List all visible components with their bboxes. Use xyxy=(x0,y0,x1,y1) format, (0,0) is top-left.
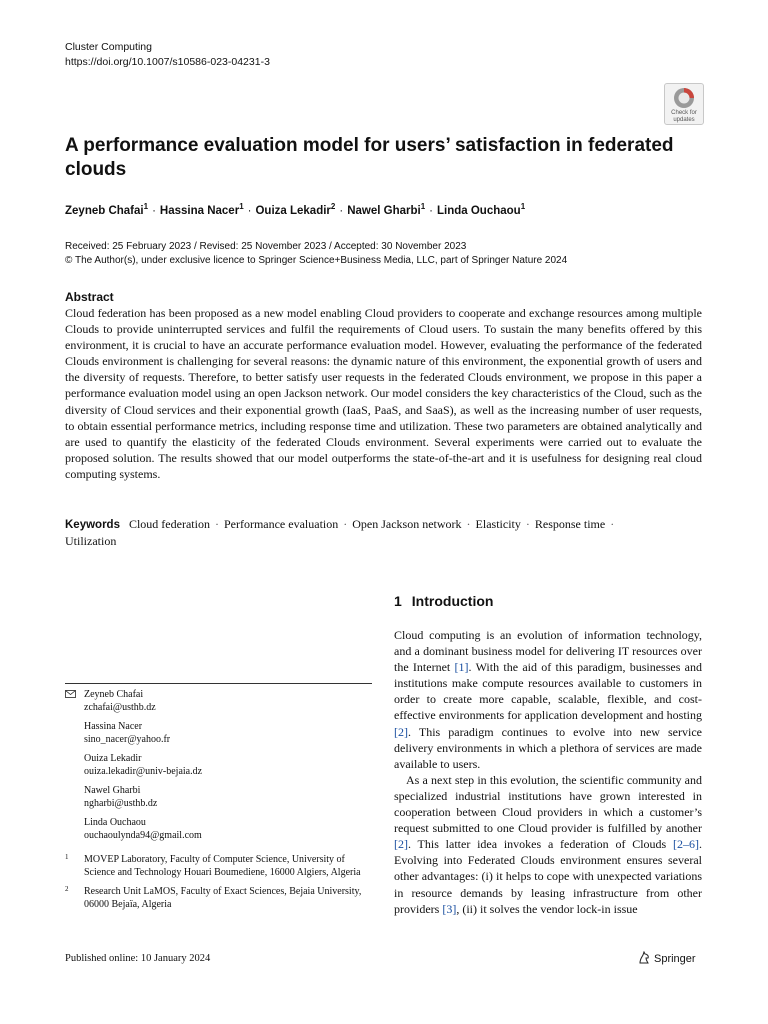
abstract-text: Cloud federation has been proposed as a new model enabling Cloud providers to cooperate and exchange resources among multiple Clouds to provide uninterrupted services and fulfil the requirements of Cloud users. To sustain the many benefits offered by this environment, it is crucial to have an accurate performance evaluation model. However, evaluating the performance of the federated Clouds environment is challenging for several reasons: the dynamic nature of this environment, the exponential growth of users and the diversity of requests. Therefore, to better satisfy user requests in the federated Clouds environment, we propose in this paper a performance evaluation model using an open Jackson network. Our model considers the key characteristics of the Cloud, such as the diversity of Cloud services and their exponential growth (IaaS, PaaS, and SaaS), as well as the increasing number of user requests, to obtain essential performance metrics, including response time and utilization. These two parameters are obtained analytically and are used to quantify the elasticity of the federated Clouds environment. Several experiments were carried out to evaluate the proposed solution. The results showed that our model outperforms the state-of-the-art and it is usefulness for designing real cloud computing systems. xyxy=(65,306,702,481)
keywords-section xyxy=(65,516,702,549)
keyword-separator: · xyxy=(525,517,530,531)
author-name[interactable]: Linda Ouchaou xyxy=(437,204,521,217)
affiliation-entry xyxy=(65,885,372,911)
section-heading-introduction xyxy=(394,593,493,609)
journal-header xyxy=(65,40,270,70)
contact-name: Nawel Gharbi xyxy=(84,785,141,796)
keyword-separator: · xyxy=(343,517,348,531)
author-name[interactable]: Ouiza Lekadir xyxy=(255,204,331,217)
springer-horse-icon xyxy=(637,951,651,965)
author-contact xyxy=(84,720,372,746)
publisher-logo xyxy=(637,951,696,965)
abstract-heading: Abstract xyxy=(65,290,114,304)
author-separator: · xyxy=(339,204,344,217)
crossmark-label-2: updates xyxy=(673,116,695,123)
citation-link[interactable]: [2] xyxy=(394,837,408,852)
author-contact xyxy=(84,752,372,778)
author-separator: · xyxy=(429,204,433,217)
citation-link[interactable]: [1] xyxy=(454,660,469,675)
section-number: 1 xyxy=(394,593,402,609)
introduction-body xyxy=(394,627,702,917)
footnote-divider xyxy=(65,683,372,684)
copyright-line: © The Author(s), under exclusive licence to Springer Science+Business Media, LLC, part of Springer Nature 2024 xyxy=(65,255,568,266)
author-separator: · xyxy=(247,204,252,217)
author-affiliation-mark: 1 xyxy=(143,202,149,211)
publication-dates xyxy=(65,240,567,268)
published-online: Published online: 10 January 2024 xyxy=(65,953,211,964)
doi-link[interactable]: https://doi.org/10.1007/s10586-023-04231-3 xyxy=(65,56,270,68)
author-name[interactable]: Zeyneb Chafai xyxy=(65,204,144,217)
contact-name: Zeyneb Chafai xyxy=(84,689,144,700)
author-contacts xyxy=(65,688,372,848)
journal-name: Cluster Computing xyxy=(65,41,152,53)
author-separator: · xyxy=(152,204,156,217)
keyword-separator: · xyxy=(214,517,219,531)
author-contact xyxy=(84,816,372,842)
contact-email[interactable]: sino_nacer@yahoo.fr xyxy=(84,734,171,745)
contact-name: Hassina Nacer xyxy=(84,721,143,732)
intro-paragraph-1: Cloud computing is an evolution of information technology, and a dominant business model for delivering IT resources over the Internet [1]. With the aid of this paradigm, businesses and institutions make compute resources available to customers in order to create more capable, scalable, flexible, and cost-effective environments for application development and hosting [2]. This paradigm continues to evolve into new service delivery environments in which a plethora of services are made available to users. xyxy=(394,628,702,771)
keyword: Response time xyxy=(534,517,606,531)
check-for-updates-badge[interactable] xyxy=(664,83,704,125)
paper-title: A performance evaluation model for users’ satisfaction in federated clouds xyxy=(65,135,674,180)
intro-paragraph-2: As a next step in this evolution, the scientific community and specialized industrial institutions have grown interested in cooperation between Cloud providers in which a customer’s request submitted to one Cloud provider is fulfilled by another [2]. This latter idea invokes a federation of Clouds [2–6]. Evolving into Federated Clouds environment ensures several other advantages: (i) it helps to cope with unexpected variations in resource demands by leasing infrastructure from other providers [3], (ii) it solves the vendor lock-in issue xyxy=(394,772,702,916)
keywords-label: Keywords xyxy=(65,519,120,531)
contact-email[interactable]: ngharbi@usthb.dz xyxy=(84,798,158,809)
keyword: Cloud federation xyxy=(128,517,210,531)
envelope-icon xyxy=(65,690,76,698)
citation-link[interactable]: [2] xyxy=(394,724,408,739)
author-affiliation-mark: 2 xyxy=(330,202,336,211)
citation-link[interactable]: [2–6] xyxy=(673,837,699,852)
author-affiliation-mark: 1 xyxy=(520,202,526,211)
crossmark-label-1: Check for xyxy=(671,110,697,116)
contact-email[interactable]: zchafai@usthb.dz xyxy=(84,702,156,713)
author-contact xyxy=(84,784,372,810)
author-name[interactable]: Hassina Nacer xyxy=(159,204,240,217)
author-name[interactable]: Nawel Gharbi xyxy=(347,204,421,217)
author-list xyxy=(65,202,525,217)
contact-name: Ouiza Lekadir xyxy=(84,753,142,764)
affiliation-text: MOVEP Laboratory, Faculty of Computer Science, University of Science and Technology Houari Boumediene, 16000 Algiers, Algeria xyxy=(84,854,361,878)
affiliation-entry xyxy=(65,853,372,879)
affiliation-number: 1 xyxy=(65,853,69,861)
keyword: Open Jackson network xyxy=(352,517,462,531)
publisher-name: Springer xyxy=(654,953,696,965)
crossmark-icon xyxy=(673,87,695,109)
affiliation-text: Research Unit LaMOS, Faculty of Exact Sciences, Bejaia University, 06000 Bejaïa, Algeria xyxy=(84,886,362,910)
keyword-separator: · xyxy=(466,517,471,531)
citation-link[interactable]: [3] xyxy=(442,901,457,916)
author-contact xyxy=(84,688,372,714)
contact-email[interactable]: ouchaoulynda94@gmail.com xyxy=(84,830,202,841)
keyword: Performance evaluation xyxy=(223,517,339,531)
section-title: Introduction xyxy=(411,593,494,609)
keyword: Utilization xyxy=(65,534,117,548)
received-dates: Received: 25 February 2023 / Revised: 25 November 2023 / Accepted: 30 November 2023 xyxy=(65,241,467,252)
contact-email[interactable]: ouiza.lekadir@univ-bejaia.dz xyxy=(84,766,203,777)
author-affiliation-mark: 1 xyxy=(420,202,426,211)
contact-name: Linda Ouchaou xyxy=(84,817,146,828)
keyword-separator: · xyxy=(610,517,615,531)
abstract-section xyxy=(65,289,702,482)
keyword: Elasticity xyxy=(475,517,521,531)
affiliation-number: 2 xyxy=(65,885,69,893)
affiliations xyxy=(65,853,372,917)
author-affiliation-mark: 1 xyxy=(239,202,244,211)
